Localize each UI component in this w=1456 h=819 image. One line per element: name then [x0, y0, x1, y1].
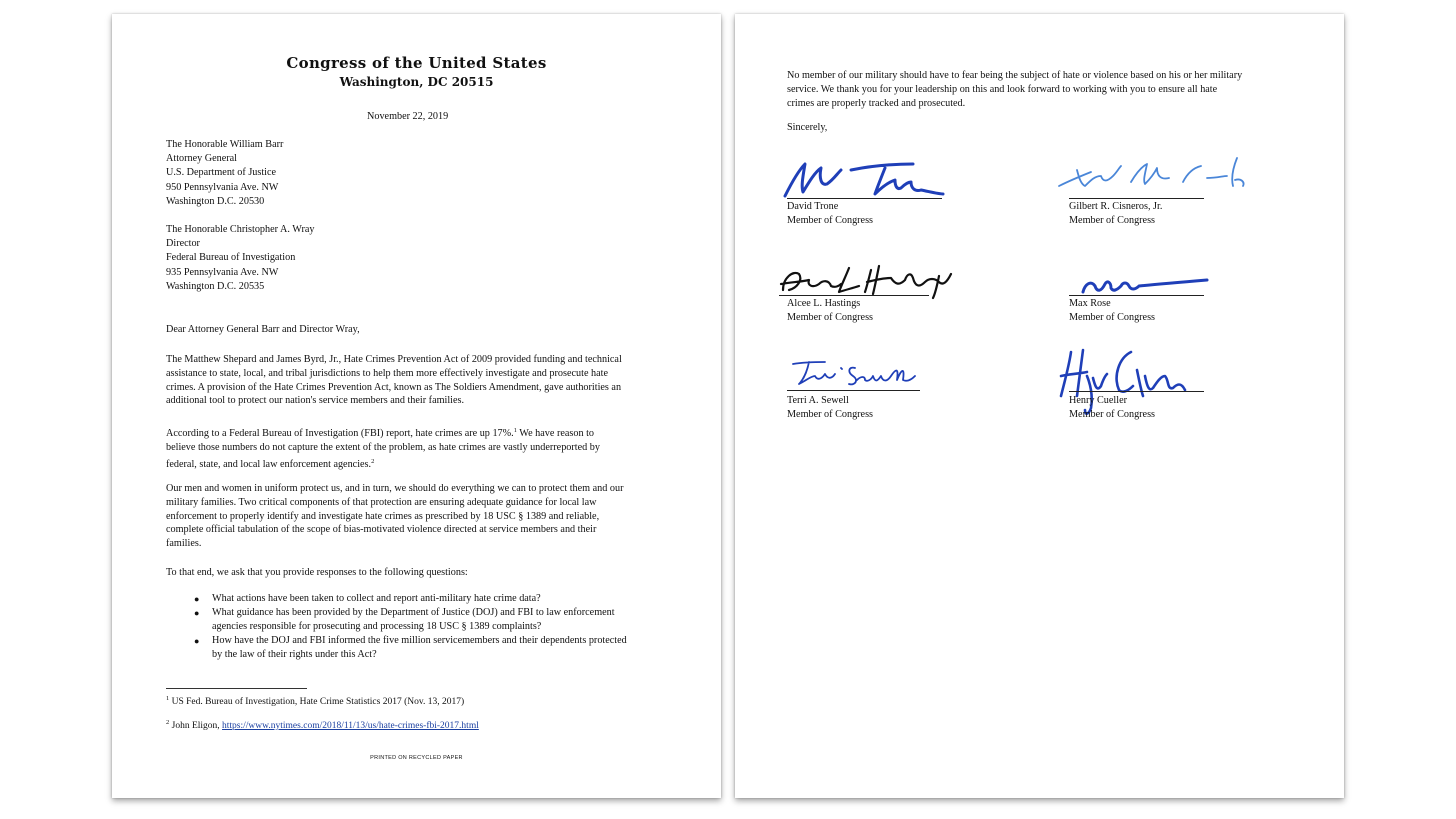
bullet-icon: ● [194, 636, 200, 646]
letter-date: November 22, 2019 [367, 111, 449, 122]
letter-page-1 [112, 14, 721, 798]
signature-alcee-hastings [779, 260, 959, 300]
signature-line [787, 390, 920, 391]
bullet-icon: ● [194, 594, 200, 604]
letterhead-address: Washington, DC 20515 [339, 75, 494, 89]
signature-line [1069, 198, 1204, 199]
paragraph-2: According to a Federal Bureau of Investigation (FBI) report, hate crimes are up 17%.$^1$ We have reason to believe those numbers do not capture the extent of the problem, as hate crimes are vastly underreported by federal, state, and local law enforcement agencies.$^2$ [166, 427, 600, 470]
signature-max-rose [1079, 272, 1214, 296]
letterhead-title: Congress of the United States [286, 54, 547, 72]
recycled-paper-note: PRINTED ON RECYCLED PAPER [370, 755, 463, 761]
signature-david-trone [781, 160, 946, 200]
question-item: ● How have the DOJ and FBI informed the five million servicemembers and their dependents protected by the law of their rights under this Act? [194, 635, 627, 660]
signer-alcee-hastings: Alcee L. Hastings Member of Congress [787, 298, 874, 324]
sign-off: Sincerely, [787, 122, 828, 133]
signer-max-rose: Max Rose Member of Congress [1069, 298, 1156, 324]
footnote-divider [166, 688, 307, 689]
footnote-ref-2: 2 [371, 457, 375, 465]
footnote-ref-1: 1 [513, 427, 517, 434]
closing-paragraph: No member of our military should have to fear being the subject of hate or violence based on his or her military service. We thank you for your leadership on this and look forward to working with you to ensure all hate crimes are properly tracked and prosecuted. [787, 70, 1243, 109]
footnote-1: $^1$ US Fed. Bureau of Investigation, Hate Crime Statistics 2017 (Nov. 13, 2017) [166, 695, 465, 707]
recipient-address-2: The Honorable Christopher A. Wray Director Federal Bureau of Investigation 935 Pennsylvania Ave. NW Washington D.C. 20535 [166, 224, 315, 292]
question-item: ● What guidance has been provided by the Department of Justice (DOJ) and FBI to law enforcement agencies responsible for prosecuting and processing 18 USC § 1389 complaints? [194, 607, 615, 632]
question-item: ● What actions have been taken to collect and report anti-military hate crime data? [194, 593, 541, 604]
signature-line [1069, 391, 1204, 392]
signature-gilbert-cisneros [1057, 156, 1247, 196]
footnote-2: $^2$ John Eligon, https://www.nytimes.com/2018/11/13/us/hate-crimes-fbi-2017.html [166, 719, 479, 731]
paragraph-3: Our men and women in uniform protect us, and in turn, we should do everything we can to protect them and our military families. Two critical components of that protection are ensuring adequate guidance for local law enforcement to properly identify and investigate hate crimes as prescribed by 18 USC § 1389 and reliable, complete official tabulation of the scope of bias-motivated violence directed at service members and their families. [166, 483, 624, 550]
signer-david-trone: David Trone Member of Congress [787, 201, 874, 227]
bullet-icon: ● [194, 608, 200, 618]
paragraph-4: To that end, we ask that you provide responses to the following questions: [166, 567, 468, 578]
signature-line [1069, 295, 1204, 296]
salutation: Dear Attorney General Barr and Director Wray, [166, 324, 360, 335]
paragraph-1: The Matthew Shepard and James Byrd, Jr., Hate Crimes Prevention Act of 2009 provided funding and technical assistance to state, local, and tribal jurisdictions to help them more effectively investigate and prosecute hate crimes. A provision of the Hate Crimes Prevention Act, known as The Soldiers Amendment, gave authorities an additional tool to protect our nation's service members and their families. [166, 354, 622, 407]
footnote-link[interactable]: https://www.nytimes.com/2018/11/13/us/hate-crimes-fbi-2017.html [222, 721, 479, 731]
letter-page-2 [735, 14, 1344, 798]
signer-gilbert-cisneros: Gilbert R. Cisneros, Jr. Member of Congress [1069, 201, 1163, 227]
questions-list [194, 592, 627, 662]
recipient-address-1: The Honorable William Barr Attorney General U.S. Department of Justice 950 Pennsylvania Ave. NW Washington D.C. 20530 [166, 139, 284, 207]
signer-henry-cueller: Henry Cueller Member of Congress [1069, 395, 1156, 421]
signer-terri-sewell: Terri A. Sewell Member of Congress [787, 395, 874, 421]
signature-line [779, 295, 929, 296]
signature-terri-sewell [791, 358, 921, 388]
signature-line [787, 198, 942, 199]
